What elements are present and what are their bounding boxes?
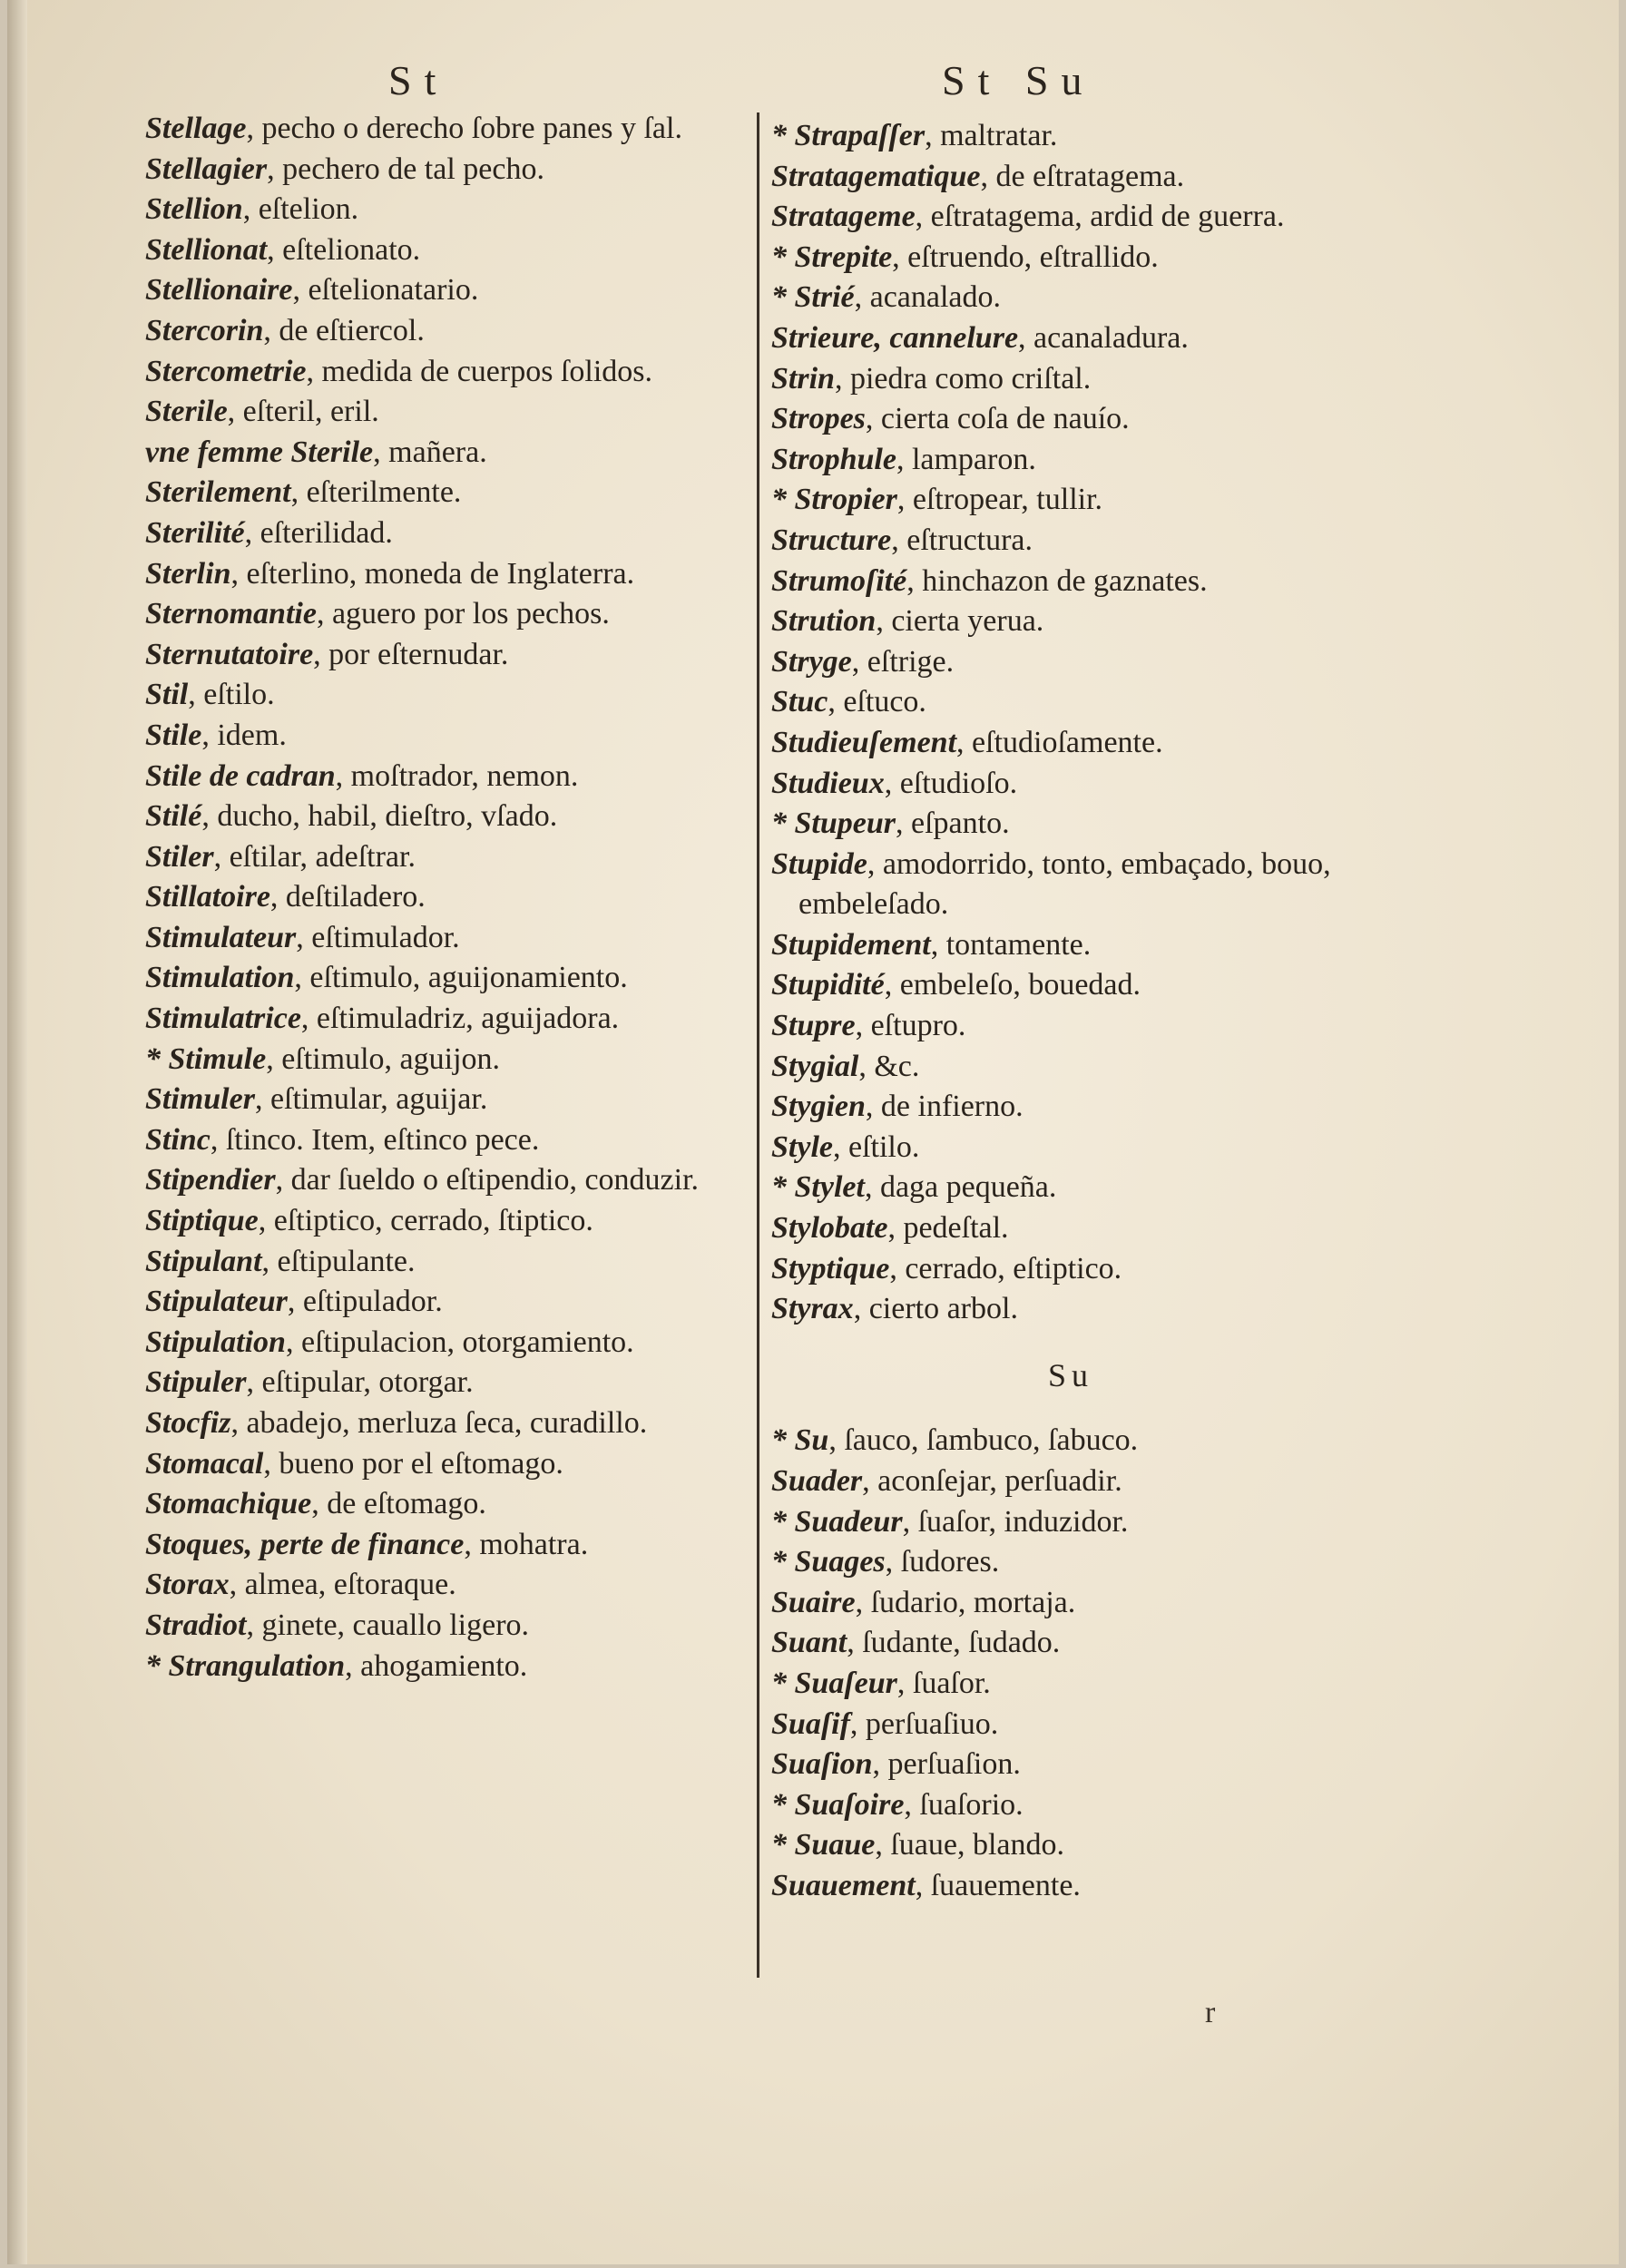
section-heading-su: Su (1047, 1356, 1094, 1393)
entry-headword: Stupide (771, 846, 867, 881)
signature-mark: r (1205, 1996, 1216, 2029)
dictionary-entry: * Stylet, daga pequeña. (771, 1170, 1057, 1205)
entry-definition: eſtructura. (906, 523, 1033, 557)
entry-headword: Stimulation (145, 961, 295, 995)
entry-definition: ſuauemente. (930, 1868, 1081, 1902)
dictionary-entry: Stiler, eſtilar, adeſtrar. (145, 839, 416, 874)
entry-headword: Stratageme (771, 200, 916, 234)
entry-definition: eſterilmente. (306, 475, 462, 510)
entry-headword: Stiptique (145, 1204, 259, 1238)
entry-definition: eſpanto. (911, 807, 1010, 841)
entry-headword: Stylobate (771, 1211, 888, 1246)
entry-definition: eſtimuladriz, aguijadora. (316, 1002, 620, 1036)
entry-headword: Style (771, 1129, 833, 1164)
entry-definition: bueno por el eſtomago. (279, 1446, 563, 1481)
entry-definition: lamparon. (911, 442, 1036, 476)
dictionary-entry: Stupidement, tontamente. (771, 927, 1092, 962)
dictionary-entry: * Strié, acanalado. (771, 280, 1002, 315)
left-column (145, 109, 744, 1686)
entry-definition: cerrado, eſtiptico. (905, 1251, 1122, 1286)
dictionary-entry: Strumoſité, hinchazon de gaznates. (771, 563, 1208, 598)
right-column (771, 116, 1370, 1907)
entry-definition: eſterilidad. (260, 515, 393, 550)
entry-definition: ſudores. (900, 1545, 1000, 1579)
dictionary-entry: * Suages, ſudores. (771, 1545, 1000, 1579)
entry-definition: de eſtratagema. (995, 159, 1185, 193)
book-page (7, 0, 1619, 2264)
dictionary-entry: Stipendier, dar ſueldo o eſtipendio, conduzir. (145, 1163, 700, 1198)
dictionary-entry: Sterlin, eſterlino, moneda de Inglaterra. (145, 556, 635, 591)
entry-definition: pedeſtal. (903, 1211, 1009, 1246)
dictionary-entry: vne femme Sterile, mañera. (145, 435, 487, 469)
dictionary-entry: Suaſion, perſuaſion. (771, 1747, 1021, 1782)
entry-definition: pecho o derecho ſobre panes y ſal. (261, 112, 682, 145)
entry-headword: Stuc (771, 685, 828, 719)
dictionary-entry: Stoques, perte de finance, mohatra. (145, 1527, 589, 1561)
dictionary-entry: Stil, eſtilo. (145, 678, 275, 712)
dictionary-entry: Stocfiz, abadejo, merluza ſeca, curadillo. (145, 1406, 648, 1440)
entry-definition: medida de cuerpos ſolidos. (321, 354, 653, 388)
entry-definition: maltratar. (940, 119, 1058, 152)
dictionary-entry: * Suaſeur, ſuaſor. (771, 1666, 991, 1700)
dictionary-entry: Suauement, ſuauemente. (771, 1868, 1081, 1902)
entry-headword: Styrax (771, 1292, 854, 1326)
entry-headword: Stipuler (145, 1365, 247, 1400)
dictionary-entry: * Su, ſauco, ſambuco, ſabuco. (771, 1423, 1139, 1458)
dictionary-entry: Strin, piedra como criſtal. (771, 361, 1092, 396)
entry-definition: eſtilo. (847, 1129, 920, 1164)
entry-definition: eſtipular, otorgar. (261, 1365, 474, 1400)
entry-definition: almea, eſtoraque. (244, 1568, 456, 1602)
entry-headword: Sternomantie (145, 597, 317, 631)
dictionary-entry: Stellionaire, eſtelionatario. (145, 273, 479, 308)
dictionary-entry: Studieux, eſtudioſo. (771, 766, 1018, 800)
dictionary-entry: Stercometrie, medida de cuerpos ſolidos. (145, 354, 653, 388)
entry-headword: Stipendier (145, 1163, 276, 1198)
dictionary-entry: * Suaue, ſuaue, blando. (771, 1828, 1064, 1862)
entry-headword: Stipulateur (145, 1285, 288, 1319)
dictionary-entry: Sterile, eſteril, eril. (145, 395, 379, 429)
dictionary-entry: Suaire, ſudario, mortaja. (771, 1585, 1076, 1619)
dictionary-entry: Suader, aconſejar, perſuadir. (771, 1464, 1122, 1498)
entry-headword: Stomachique (145, 1487, 312, 1521)
entry-headword: Stilé (145, 799, 202, 834)
entry-headword: Sternutatoire (145, 637, 314, 671)
dictionary-entry: Stupidité, embeleſo, bouedad. (771, 968, 1141, 1002)
entry-definition: perſuaſiuo. (865, 1706, 999, 1741)
entry-headword: * Strapaſſer (771, 119, 926, 152)
entry-definition: cierta coſa de nauío. (880, 402, 1130, 436)
entry-definition: eſtimulo, aguijonamiento. (309, 961, 628, 995)
entry-headword: Suant (771, 1626, 847, 1660)
entry-headword: Suader (771, 1464, 863, 1498)
entry-headword: Stupre (771, 1009, 856, 1043)
entry-headword: Stryge (771, 644, 852, 679)
dictionary-entry: * Strepite, eſtruendo, eſtrallido. (771, 240, 1159, 274)
entry-headword: Storax (145, 1568, 230, 1602)
entry-headword: Stiler (145, 839, 214, 874)
right-column-su-entries (771, 1421, 1370, 1906)
entry-definition: ſauco, ſambuco, ſabuco. (844, 1423, 1139, 1458)
entry-headword: Stellionat (145, 232, 268, 267)
entry-headword: Stile (145, 718, 202, 752)
entry-definition: hinchazon de gaznates. (922, 563, 1208, 598)
entry-headword: Stipulation (145, 1325, 286, 1359)
entry-headword: Strumoſité (771, 563, 907, 598)
entry-headword: Stillatoire (145, 880, 270, 914)
entry-definition: ducho, habil, dieſtro, vſado. (217, 799, 558, 834)
dictionary-entry: Sternomantie, aguero por los pechos. (145, 597, 610, 631)
entry-headword: Stomacal (145, 1446, 264, 1481)
entry-headword: * Su (771, 1423, 829, 1458)
entry-definition: abadejo, merluza ſeca, curadillo. (246, 1406, 648, 1440)
entry-definition: eſtimulo, aguijon. (281, 1041, 501, 1076)
dictionary-entry: Sternutatoire, por eſternudar. (145, 637, 509, 671)
entry-definition: daga pequeña. (879, 1170, 1057, 1205)
entry-headword: Studieuſement (771, 725, 957, 759)
entry-headword: * Suaſeur (771, 1666, 897, 1700)
dictionary-entry: Stimulateur, eſtimulador. (145, 920, 460, 954)
entry-definition: eſtrige. (867, 644, 955, 679)
entry-definition: por eſternudar. (328, 637, 509, 671)
entry-headword: Stellion (145, 192, 243, 227)
entry-definition: eſtimular, aguijar. (269, 1082, 488, 1117)
entry-headword: * Strangulation (145, 1648, 346, 1683)
dictionary-entry: Style, eſtilo. (771, 1129, 920, 1164)
entry-headword: Sterilement (145, 475, 291, 510)
entry-definition: eſtelionatario. (308, 273, 479, 308)
dictionary-entry: Stygial, &c. (771, 1049, 920, 1083)
entry-headword: Stygien (771, 1090, 866, 1124)
dictionary-entry: Stipulant, eſtipulante. (145, 1244, 416, 1278)
dictionary-entry: Stiptique, eſtiptico, cerrado, ſtiptico. (145, 1204, 593, 1238)
dictionary-entry: * Stropier, eſtropear, tullir. (771, 483, 1103, 517)
entry-definition: ſtinco. Item, eſtinco pece. (225, 1122, 540, 1157)
dictionary-entry: Suant, ſudante, ſudado. (771, 1626, 1061, 1660)
entry-headword: Stupidité (771, 968, 885, 1002)
entry-definition: eſtimulador. (311, 920, 460, 954)
entry-definition: eſtipulacion, otorgamiento. (300, 1325, 634, 1359)
entry-headword: Stile de cadran (145, 758, 336, 793)
entry-definition: deſtiladero. (285, 880, 426, 914)
entry-definition: eſtipulador. (302, 1285, 443, 1319)
running-head-right: St Su (942, 57, 1095, 103)
dictionary-entry: * Stimule, eſtimulo, aguijon. (145, 1041, 501, 1076)
entry-headword: Strin (771, 361, 835, 396)
dictionary-entry: Stillatoire, deſtiladero. (145, 880, 426, 914)
dictionary-entry: Stylobate, pedeſtal. (771, 1211, 1009, 1246)
entry-headword: Sterlin (145, 556, 231, 591)
entry-headword: * Strié (771, 280, 855, 315)
entry-definition: eſtratagema, ardid de guerra. (930, 200, 1285, 234)
entry-definition: ginete, cauallo ligero. (261, 1608, 530, 1642)
entry-definition: eſterlino, moneda de Inglaterra. (246, 556, 635, 591)
entry-definition: piedra como criſtal. (849, 361, 1092, 396)
entry-headword: Strophule (771, 442, 896, 476)
entry-definition: eſtilar, adeſtrar. (229, 839, 416, 874)
entry-definition: cierta yerua. (891, 604, 1044, 639)
entry-headword: * Strepite (771, 240, 893, 274)
dictionary-entry: Stilé, ducho, habil, dieſtro, vſado. (145, 799, 558, 834)
running-head-left: St (388, 57, 449, 103)
dictionary-entry: * Suadeur, ſuaſor, induzidor. (771, 1504, 1129, 1539)
entry-headword: Styptique (771, 1251, 890, 1286)
entry-definition: eſtilo. (203, 678, 275, 712)
entry-definition: mañera. (388, 435, 487, 469)
entry-definition: perſuaſion. (887, 1747, 1021, 1782)
column-rule (757, 112, 759, 1978)
entry-definition: eſtelionato. (282, 232, 421, 267)
entry-definition: dar ſueldo o eſtipendio, conduzir. (290, 1163, 700, 1198)
entry-definition: ſuaue, blando. (890, 1828, 1064, 1862)
entry-headword: Suaſif (771, 1706, 850, 1741)
dictionary-entry: Stimulatrice, eſtimuladriz, aguijadora. (145, 1002, 620, 1036)
dictionary-entry: Stimuler, eſtimular, aguijar. (145, 1082, 488, 1117)
entry-definition: moſtrador, nemon. (350, 758, 579, 793)
entry-headword: Stimulatrice (145, 1002, 301, 1036)
dictionary-entry: Stile, idem. (145, 718, 287, 752)
dictionary-entry: Stellion, eſtelion. (145, 192, 359, 227)
entry-headword: Sterilité (145, 515, 245, 550)
entry-definition: ſudario, mortaja. (870, 1585, 1076, 1619)
entry-headword: vne femme Sterile (145, 435, 374, 469)
entry-headword: Stupidement (771, 927, 931, 962)
dictionary-entry: * Suaſoire, ſuaſorio. (771, 1787, 1024, 1822)
dictionary-entry: Stomacal, bueno por el eſtomago. (145, 1446, 563, 1481)
entry-headword: Stipulant (145, 1244, 262, 1278)
dictionary-entry: Strieure, cannelure, acanaladura. (771, 320, 1189, 355)
entry-definition: pechero de tal pecho. (282, 152, 544, 186)
entry-headword: Structure (771, 523, 892, 557)
entry-definition: ſuaſorio. (919, 1787, 1024, 1822)
entry-definition: de eſtomago. (327, 1487, 486, 1521)
dictionary-entry: Stinc, ſtinco. Item, eſtinco pece. (145, 1122, 540, 1157)
dictionary-entry: Stygien, de infierno. (771, 1090, 1024, 1124)
entry-definition: eſtuco. (843, 685, 926, 719)
dictionary-entry: Sterilement, eſterilmente. (145, 475, 462, 510)
entry-definition: embeleſo, bouedad. (899, 968, 1141, 1002)
entry-definition: eſtudioſamente. (972, 725, 1163, 759)
entry-headword: Stellage (145, 112, 247, 145)
dictionary-entry: Stipulation, eſtipulacion, otorgamiento. (145, 1325, 634, 1359)
dictionary-entry: * Strangulation, ahogamiento. (145, 1648, 528, 1683)
entry-headword: Strieure, cannelure (771, 320, 1019, 355)
facing-page-edge (7, 0, 27, 2264)
entry-definition: acanaladura. (1033, 320, 1189, 355)
entry-headword: Stimulateur (145, 920, 297, 954)
entry-headword: Stellagier (145, 152, 268, 186)
entry-headword: Stinc (145, 1122, 211, 1157)
dictionary-entry: Stellagier, pechero de tal pecho. (145, 152, 544, 186)
entry-definition: aguero por los pechos. (331, 597, 610, 631)
dictionary-entry: Storax, almea, eſtoraque. (145, 1568, 456, 1602)
entry-headword: * Suadeur (771, 1504, 903, 1539)
entry-headword: Stimuler (145, 1082, 255, 1117)
entry-definition: eſtruendo, eſtrallido. (907, 240, 1159, 274)
entry-headword: * Suages (771, 1545, 886, 1579)
dictionary-entry: Stupre, eſtupro. (771, 1009, 966, 1043)
entry-definition: eſtelion. (258, 192, 359, 227)
dictionary-entry: Stipuler, eſtipular, otorgar. (145, 1365, 474, 1400)
entry-headword: * Stupeur (771, 807, 896, 841)
entry-headword: Suaſion (771, 1747, 873, 1782)
entry-headword: Stellionaire (145, 273, 293, 308)
entry-definition: eſtudioſo. (899, 766, 1018, 800)
entry-definition: de eſtiercol. (279, 313, 425, 347)
entry-headword: Stygial (771, 1049, 859, 1083)
dictionary-entry: Stratageme, eſtratagema, ardid de guerra. (771, 200, 1285, 234)
entry-headword: Stercorin (145, 313, 264, 347)
entry-headword: * Stylet (771, 1170, 865, 1205)
dictionary-entry: Styrax, cierto arbol. (771, 1292, 1018, 1326)
entry-definition: amodorrido, tonto, embaçado, bouo, embeleſado. (798, 846, 1331, 922)
dictionary-entry: Stomachique, de eſtomago. (145, 1487, 486, 1521)
entry-definition: &c. (874, 1049, 920, 1083)
entry-headword: Stercometrie (145, 354, 307, 388)
dictionary-entry: Stercorin, de eſtiercol. (145, 313, 425, 347)
dictionary-entry: Stellionat, eſtelionato. (145, 232, 421, 267)
dictionary-entry: * Stupeur, eſpanto. (771, 807, 1010, 841)
dictionary-entry: Structure, eſtructura. (771, 523, 1033, 557)
entry-definition: ſudante, ſudado. (862, 1626, 1061, 1660)
entry-headword: Strution (771, 604, 877, 639)
dictionary-entry: Studieuſement, eſtudioſamente. (771, 725, 1163, 759)
dictionary-entry: Styptique, cerrado, eſtiptico. (771, 1251, 1122, 1286)
entry-headword: Stradiot (145, 1608, 247, 1642)
entry-headword: Sterile (145, 395, 228, 429)
dictionary-entry: Suaſif, perſuaſiuo. (771, 1706, 999, 1741)
dictionary-entry: Stupide, amodorrido, tonto, embaçado, bouo, embeleſado. (771, 846, 1331, 922)
entry-definition: tontamente. (945, 927, 1092, 962)
entry-headword: Stratagematique (771, 159, 981, 193)
dictionary-entry: Stile de cadran, moſtrador, nemon. (145, 758, 579, 793)
dictionary-entry: Stratagematique, de eſtratagema. (771, 159, 1185, 193)
entry-headword: * Suaue (771, 1828, 876, 1862)
entry-headword: Stropes (771, 402, 866, 436)
entry-definition: eſteril, eril. (242, 395, 379, 429)
entry-definition: ſuaſor, induzidor. (917, 1504, 1129, 1539)
entry-headword: * Suaſoire (771, 1787, 905, 1822)
entry-definition: eſtiptico, cerrado, ſtiptico. (273, 1204, 593, 1238)
entry-definition: eſtipulante. (277, 1244, 416, 1278)
entry-definition: eſtupro. (870, 1009, 966, 1043)
dictionary-entry: Stipulateur, eſtipulador. (145, 1285, 443, 1319)
dictionary-entry: Strophule, lamparon. (771, 442, 1036, 476)
entry-headword: Stil (145, 678, 189, 712)
entry-headword: * Stropier (771, 483, 897, 517)
entry-headword: Suaire (771, 1585, 856, 1619)
entry-definition: aconſejar, perſuadir. (877, 1464, 1122, 1498)
entry-definition: ahogamiento. (360, 1648, 528, 1683)
entry-definition: eſtropear, tullir. (912, 483, 1103, 517)
right-column-st-entries (771, 116, 1370, 1330)
entry-definition: ſuaſor. (912, 1666, 991, 1700)
dictionary-entry: Sterilité, eſterilidad. (145, 515, 393, 550)
entry-headword: Stocfiz (145, 1406, 231, 1440)
dictionary-entry: Stradiot, ginete, cauallo ligero. (145, 1608, 530, 1642)
entry-headword: Suauement (771, 1868, 916, 1902)
dictionary-entry: Stellage, pecho o derecho ſobre panes y ſal. (145, 112, 682, 145)
dictionary-entry: Stuc, eſtuco. (771, 685, 926, 719)
dictionary-entry: Stryge, eſtrige. (771, 644, 955, 679)
dictionary-entry: Stimulation, eſtimulo, aguijonamiento. (145, 961, 628, 995)
entry-definition: mohatra. (479, 1527, 589, 1561)
entry-definition: de infierno. (880, 1090, 1024, 1124)
entry-definition: acanalado. (869, 280, 1002, 315)
entry-definition: cierto arbol. (868, 1292, 1018, 1326)
entry-headword: * Stimule (145, 1041, 267, 1076)
entry-headword: Stoques, perte de finance (145, 1527, 465, 1561)
entry-headword: Studieux (771, 766, 885, 800)
dictionary-entry: * Strapaſſer, maltratar. (771, 119, 1058, 152)
dictionary-entry: Stropes, cierta coſa de nauío. (771, 402, 1130, 436)
dictionary-entry: Strution, cierta yerua. (771, 604, 1044, 639)
entry-definition: idem. (217, 718, 287, 752)
